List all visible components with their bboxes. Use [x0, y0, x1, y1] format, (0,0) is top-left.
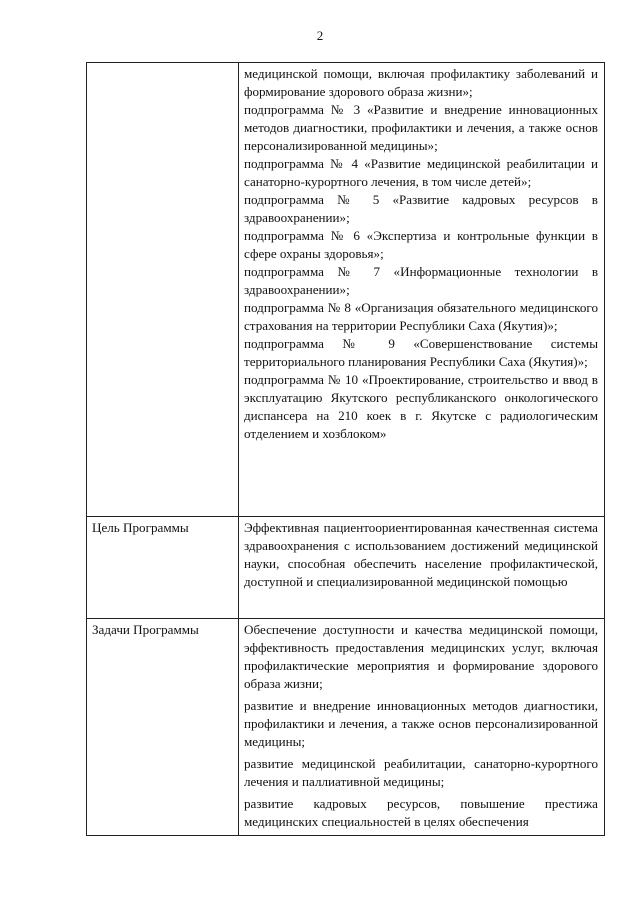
subprogram-item: подпрограмма № 7 «Информационные технологии в здравоохранении»; — [244, 264, 598, 297]
subprogram-item: подпрограмма № 10 «Проектирование, строительство и ввод в эксплуатацию Якутского республиканского онкологического диспансера на 210 коек в г. Якутске с радиологическим отделением и хозблоком» — [244, 372, 598, 441]
table-row — [87, 619, 605, 836]
page-number: 2 — [316, 28, 324, 43]
program-passport-table — [86, 62, 605, 836]
goal-text: Эффективная пациентоориентированная качественная система здравоохранения с использованием достижений медицинской науки, способная обеспечить население профилактической, доступной и специализированной медицинской помощью — [244, 520, 598, 589]
task-item: развитие медицинской реабилитации, санаторно-курортного лечения и паллиативной медицины; — [244, 756, 598, 789]
row-content — [239, 517, 605, 619]
task-item: развитие кадровых ресурсов, повышение престижа медицинских специальностей в целях обеспечения — [244, 796, 598, 829]
subprogram-item: подпрограмма № 5 «Развитие кадровых ресурсов в здравоохранении»; — [244, 192, 598, 225]
row-label — [87, 63, 239, 517]
subprogram-item: подпрограмма № 8 «Организация обязательного медицинского страхования на территории Республики Саха (Якутия)»; — [244, 300, 598, 333]
table-row — [87, 517, 605, 619]
subprogram-item: подпрограмма № 3 «Развитие и внедрение инновационных методов диагностики, профилактики и лечения, а также основ персонализированной медицины»; — [244, 102, 598, 153]
task-item: развитие и внедрение инновационных методов диагностики, профилактики и лечения, а также основ персонализированной медицины; — [244, 698, 598, 749]
row-content — [239, 63, 605, 517]
table-row — [87, 63, 605, 517]
row-label: Задачи Программы — [87, 619, 239, 836]
subprogram-item: подпрограмма № 6 «Экспертиза и контрольные функции в сфере охраны здоровья»; — [244, 228, 598, 261]
row-content — [239, 619, 605, 836]
task-item: Обеспечение доступности и качества медицинской помощи, эффективность предоставления медицинских услуг, включая профилактические мероприятия и формирование здорового образа жизни; — [244, 622, 598, 691]
subprogram-item: подпрограмма № 9 «Совершенствование системы территориального планирования Республики Саха (Якутия)»; — [244, 336, 598, 369]
subprogram-item: медицинской помощи, включая профилактику заболеваний и формирование здорового образа жизни»; — [244, 66, 598, 99]
subprogram-item: подпрограмма № 4 «Развитие медицинской реабилитации и санаторно-курортного лечения, в том числе детей»; — [244, 156, 598, 189]
row-label: Цель Программы — [87, 517, 239, 619]
